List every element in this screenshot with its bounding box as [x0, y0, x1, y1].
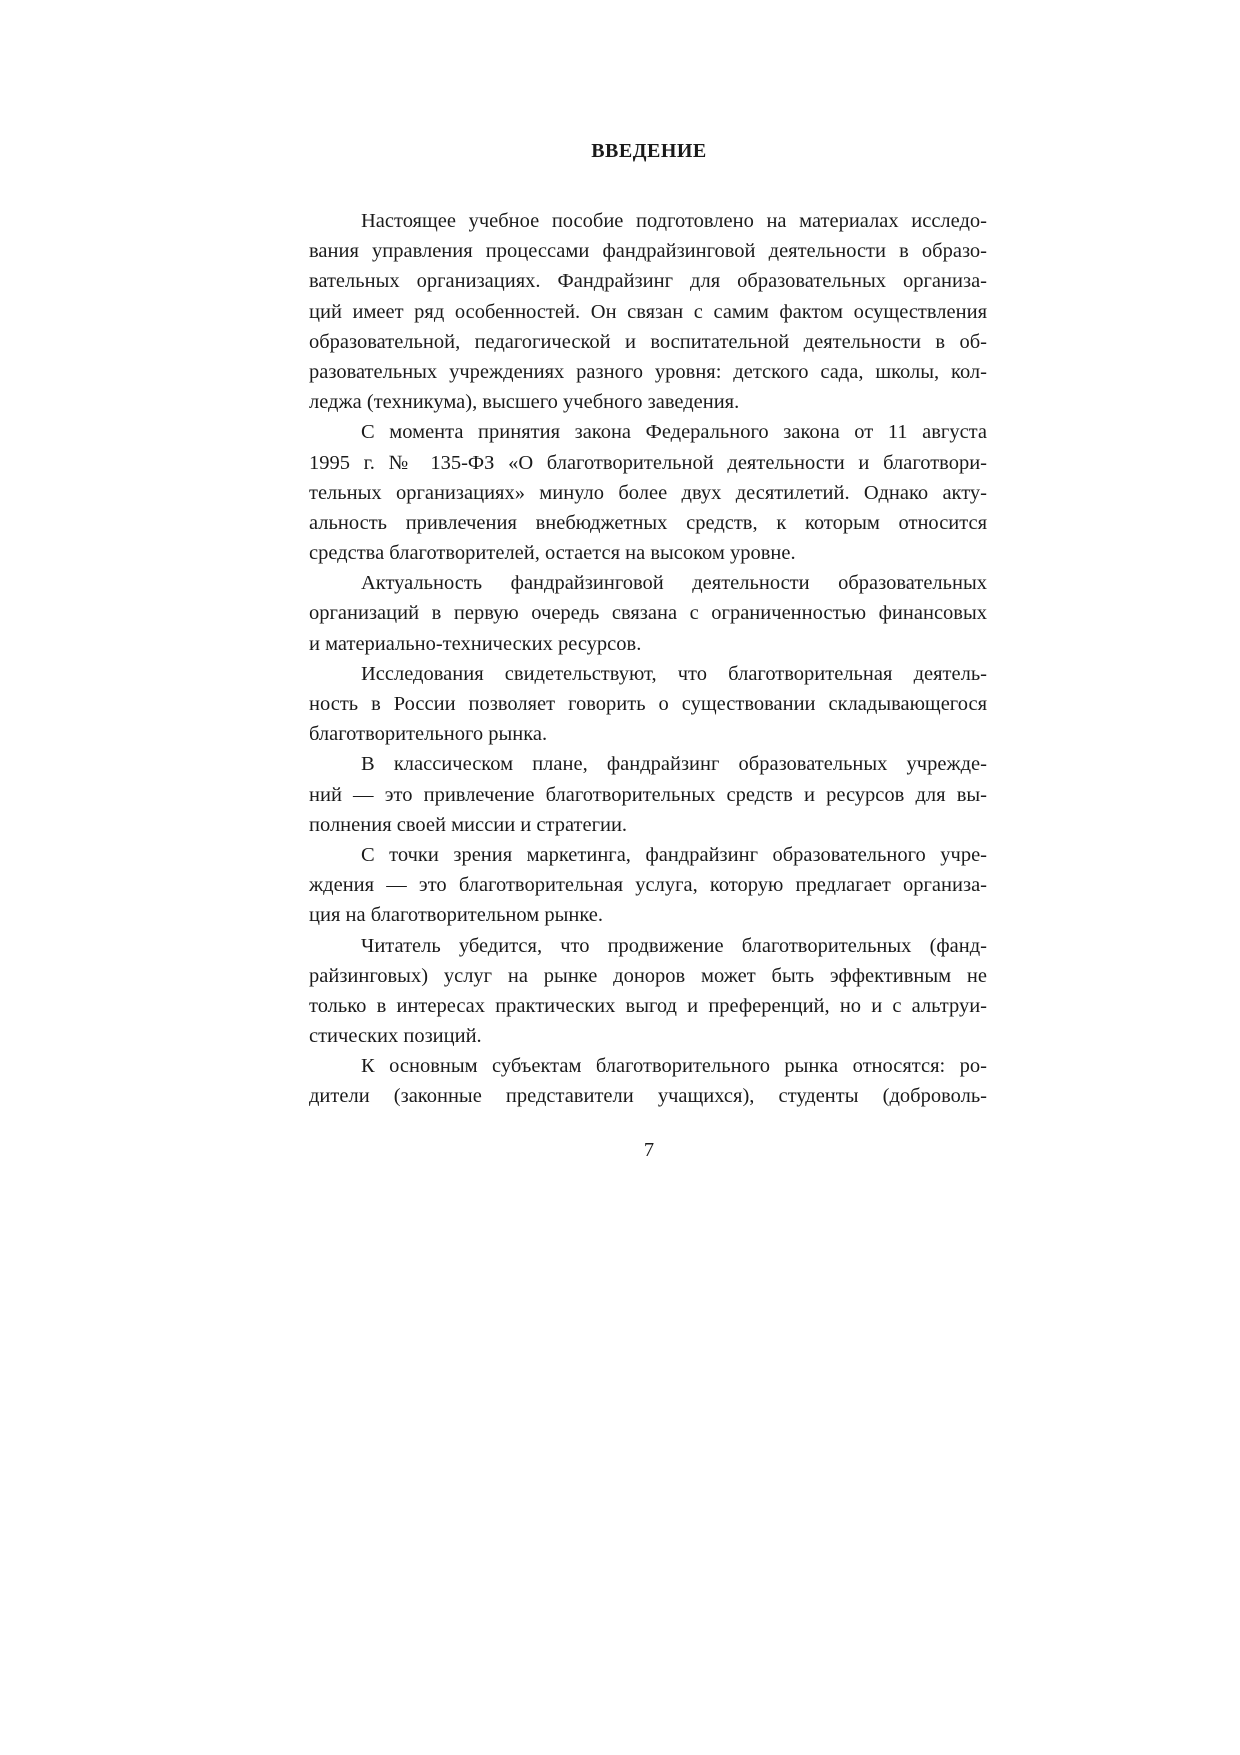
text-line: вания управления процессами фандрайзинговой деятельности в образо-: [309, 240, 987, 263]
page-title: ВВЕДЕНИЕ: [591, 140, 707, 162]
text-line: организаций в первую очередь связана с ограниченностью финансовых: [309, 602, 987, 625]
text-line: тельных организациях» минуло более двух десятилетий. Однако акту-: [309, 481, 987, 504]
text-line: ний — это привлечение благотворительных средств и ресурсов для вы-: [309, 783, 987, 806]
text-line: полнения своей миссии и стратегии.: [309, 813, 628, 836]
text-line: образовательной, педагогической и воспитательной деятельности в об-: [309, 330, 987, 353]
text-line: ций имеет ряд особенностей. Он связан с самим фактом осуществления: [309, 300, 987, 323]
page-number: 7: [643, 1139, 655, 1161]
text-line: В классическом плане, фандрайзинг образовательных учрежде-: [361, 753, 987, 776]
text-line: только в интересах практических выгод и преференций, но и с альтруи-: [309, 994, 987, 1017]
text-line: благотворительного рынка.: [309, 723, 548, 746]
text-line: Исследования свидетельствуют, что благотворительная деятель-: [361, 662, 987, 685]
text-line: вательных организациях. Фандрайзинг для образовательных организа-: [309, 270, 987, 293]
text-line: альность привлечения внебюджетных средств, к которым относится: [309, 511, 987, 534]
text-line: Актуальность фандрайзинговой деятельности образовательных: [361, 572, 987, 595]
body-text: [309, 206, 987, 1112]
text-line: ждения — это благотворительная услуга, которую предлагает организа-: [309, 874, 987, 897]
text-line: разовательных учреждениях разного уровня: детского сада, школы, кол-: [309, 360, 987, 383]
text-line: С момента принятия закона Федерального закона от 11 августа: [361, 421, 987, 444]
text-line: дители (законные представители учащихся), студенты (доброволь-: [309, 1085, 987, 1108]
text-line: 1995 г. № 135-ФЗ «О благотворительной деятельности и благотвори-: [309, 451, 987, 474]
text-line: ция на благотворительном рынке.: [309, 904, 604, 927]
text-line: Читатель убедится, что продвижение благотворительных (фанд-: [361, 934, 987, 957]
text-line: К основным субъектам благотворительного рынка относятся: ро-: [361, 1055, 987, 1078]
text-line: леджа (техникума), высшего учебного заведения.: [309, 391, 740, 414]
text-line: райзинговых) услуг на рынке доноров может быть эффективным не: [309, 964, 987, 987]
text-line: ность в России позволяет говорить о существовании складывающегося: [309, 693, 987, 715]
text-line: стических позиций.: [309, 1025, 482, 1048]
text-line: С точки зрения маркетинга, фандрайзинг образовательного учре-: [361, 843, 987, 866]
text-line: Настоящее учебное пособие подготовлено на материалах исследо-: [361, 210, 987, 232]
text-line: средства благотворителей, остается на высоком уровне.: [309, 542, 796, 565]
text-line: и материально-технических ресурсов.: [309, 632, 642, 655]
